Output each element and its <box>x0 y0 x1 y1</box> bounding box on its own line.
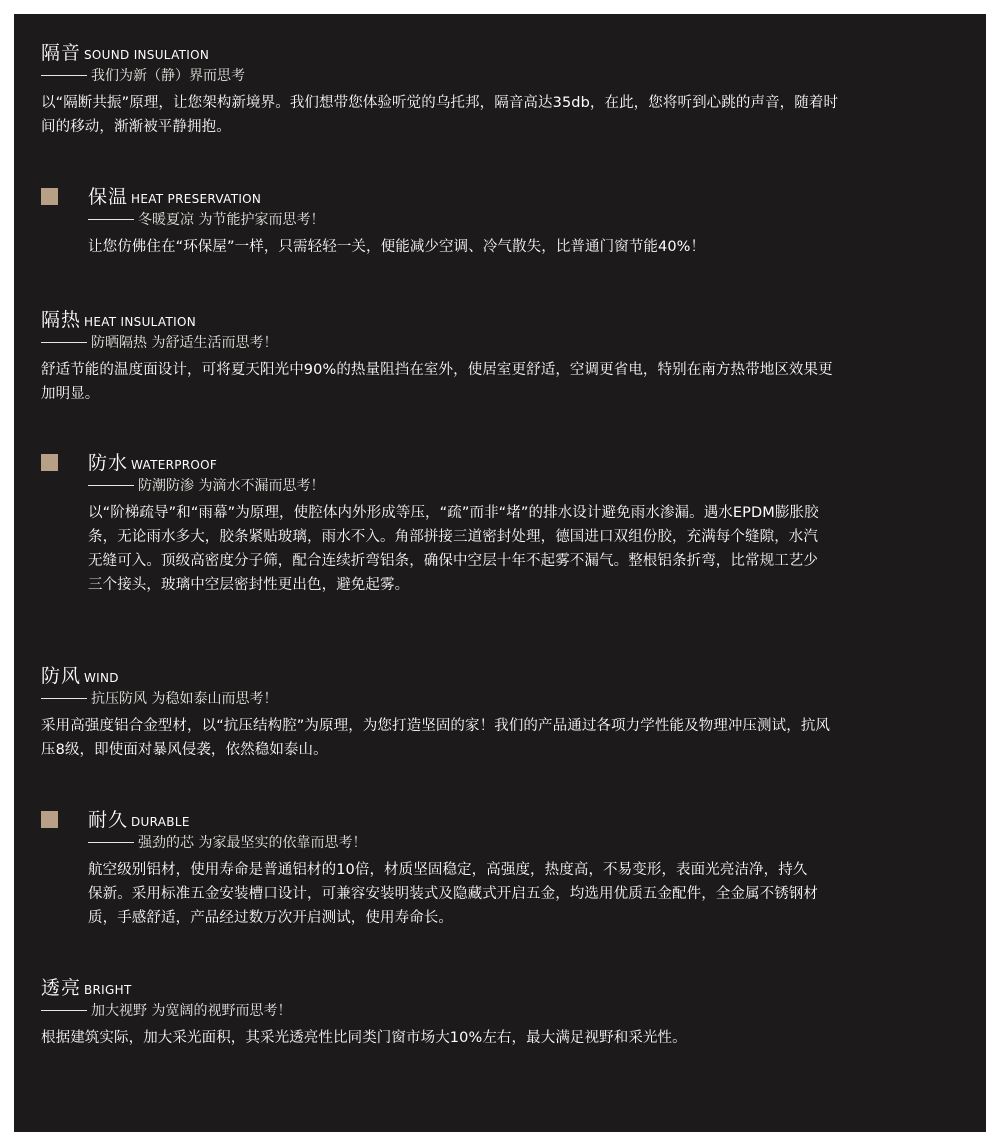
section-title <box>41 41 841 65</box>
subtitle-text: 我们为新（静）界而思考 <box>91 68 245 84</box>
section-bright <box>41 976 841 1050</box>
title-cn: 保温 <box>88 186 129 208</box>
section-title <box>41 976 841 1000</box>
section-title <box>41 664 841 688</box>
section-sound-insulation <box>41 41 841 139</box>
section-title <box>88 185 820 209</box>
dash-line <box>41 1010 87 1011</box>
section-heat-preservation <box>88 185 820 259</box>
section-subtitle <box>88 834 820 852</box>
title-en: DURABLE <box>131 815 190 829</box>
dash-line <box>41 698 87 699</box>
section-body: 让您仿佛住在“环保屋”一样，只需轻轻一关，便能减少空调、冷气散失，比普通门窗节能40%！ <box>88 239 706 255</box>
section-subtitle <box>41 67 841 85</box>
title-cn: 防风 <box>41 665 82 687</box>
title-cn: 透亮 <box>41 977 82 999</box>
dash-line <box>88 219 134 220</box>
section-waterproof <box>88 451 820 597</box>
dash-line <box>41 342 87 343</box>
section-title <box>41 308 841 332</box>
title-en: SOUND INSULATION <box>84 48 210 62</box>
section-subtitle <box>88 477 820 495</box>
title-en: BRIGHT <box>84 983 132 997</box>
title-cn: 隔热 <box>41 309 82 331</box>
section-body: 采用高强度铝合金型材，以“抗压结构腔”为原理，为您打造坚固的家！我们的产品通过各项力学性能及物理冲压测试，抗风压8级，即使面对暴风侵袭，依然稳如泰山。 <box>41 718 831 758</box>
section-subtitle <box>88 211 820 229</box>
title-cn: 隔音 <box>41 42 82 64</box>
section-body: 以“阶梯疏导”和“雨幕”为原理，使腔体内外形成等压，“疏”而非“堵”的排水设计避免雨水渗漏。遇水EPDM膨胀胶条，无论雨水多大，胶条紧贴玻璃，雨水不入。角部拼接三道密封处理，德国进口双组份胶，充满每个缝隙，水汽无缝可入。顶级高密度分子筛，配合连续折弯铝条，确保中空层十年不起雾不漏气。整根铝条折弯，比常规工艺少三个接头，玻璃中空层密封性更出色，避免起雾。 <box>88 505 819 593</box>
section-body: 航空级别铝材，使用寿命是普通铝材的10倍，材质坚固稳定，高强度，热度高，不易变形，表面光亮洁净，持久保新。采用标准五金安装槽口设计，可兼容安装明装式及隐藏式开启五金，均选用优质五金配件，全金属不锈钢材质，手感舒适，产品经过数万次开启测试，使用寿命长。 <box>88 862 818 926</box>
square-marker-icon <box>41 188 58 205</box>
dash-line <box>41 75 87 76</box>
section-subtitle <box>41 690 841 708</box>
title-cn: 防水 <box>88 452 129 474</box>
section-wind <box>41 664 841 762</box>
subtitle-text: 防晒隔热 为舒适生活而思考！ <box>91 335 278 351</box>
title-en: WATERPROOF <box>131 458 218 472</box>
title-en: WIND <box>84 671 119 685</box>
section-body: 以“隔断共振”原理，让您架构新境界。我们想带您体验听觉的乌托邦，隔音高达35db，在此，您将听到心跳的声音，随着时间的移动，渐渐被平静拥抱。 <box>41 95 839 135</box>
section-subtitle <box>41 334 841 352</box>
subtitle-text: 强劲的芯 为家最坚实的依靠而思考！ <box>138 835 367 851</box>
title-en: HEAT PRESERVATION <box>131 192 262 206</box>
section-title <box>88 451 820 475</box>
square-marker-icon <box>41 454 58 471</box>
title-en: HEAT INSULATION <box>84 315 196 329</box>
subtitle-text: 加大视野 为宽阔的视野而思考！ <box>91 1003 292 1019</box>
square-marker-icon <box>41 811 58 828</box>
dash-line <box>88 842 134 843</box>
section-body: 根据建筑实际，加大采光面积，其采光透亮性比同类门窗市场大10%左右，最大满足视野和采光性。 <box>41 1030 687 1046</box>
section-body: 舒适节能的温度面设计，可将夏天阳光中90%的热量阻挡在室外，使居室更舒适，空调更省电，特别在南方热带地区效果更加明显。 <box>41 362 833 402</box>
section-durable <box>88 808 820 930</box>
section-title <box>88 808 820 832</box>
section-subtitle <box>41 1002 841 1020</box>
title-cn: 耐久 <box>88 809 129 831</box>
features-panel <box>14 14 986 1132</box>
dash-line <box>88 485 134 486</box>
subtitle-text: 抗压防风 为稳如泰山而思考！ <box>91 691 278 707</box>
section-heat-insulation <box>41 308 841 406</box>
subtitle-text: 防潮防渗 为滴水不漏而思考！ <box>138 478 325 494</box>
subtitle-text: 冬暖夏凉 为节能护家而思考！ <box>138 212 325 228</box>
